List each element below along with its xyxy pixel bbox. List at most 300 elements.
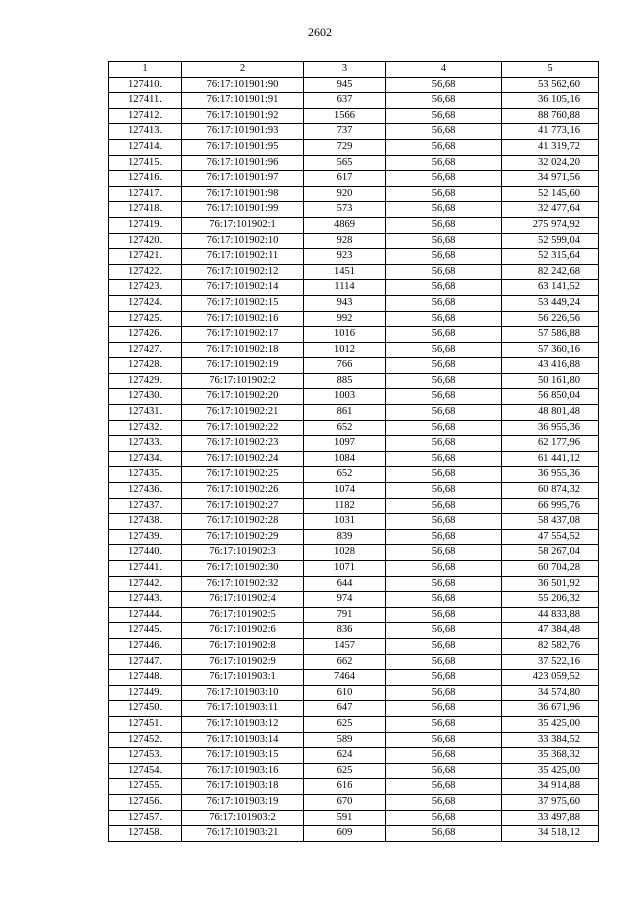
value-cell: 36 501,92 bbox=[502, 576, 599, 592]
table-body bbox=[109, 77, 599, 841]
table-row bbox=[109, 139, 599, 155]
rate-cell: 56,68 bbox=[386, 420, 502, 436]
cadastral-number-cell: 76:17:101902:25 bbox=[182, 467, 304, 483]
rate-cell: 56,68 bbox=[386, 701, 502, 717]
row-number-cell: 127457. bbox=[109, 810, 182, 826]
row-number-cell: 127422. bbox=[109, 264, 182, 280]
row-number-cell: 127444. bbox=[109, 607, 182, 623]
row-number-cell: 127450. bbox=[109, 701, 182, 717]
area-cell: 1071 bbox=[304, 561, 386, 577]
area-cell: 1182 bbox=[304, 498, 386, 514]
table-row bbox=[109, 529, 599, 545]
cadastral-number-cell: 76:17:101901:99 bbox=[182, 202, 304, 218]
rate-cell: 56,68 bbox=[386, 794, 502, 810]
area-cell: 974 bbox=[304, 592, 386, 608]
column-header: 2 bbox=[182, 62, 304, 78]
cadastral-number-cell: 76:17:101903:14 bbox=[182, 732, 304, 748]
row-number-cell: 127438. bbox=[109, 514, 182, 530]
cadastral-number-cell: 76:17:101901:92 bbox=[182, 108, 304, 124]
area-cell: 609 bbox=[304, 826, 386, 842]
row-number-cell: 127449. bbox=[109, 685, 182, 701]
row-number-cell: 127416. bbox=[109, 171, 182, 187]
value-cell: 58 437,08 bbox=[502, 514, 599, 530]
column-header: 1 bbox=[109, 62, 182, 78]
table-row bbox=[109, 171, 599, 187]
area-cell: 737 bbox=[304, 124, 386, 140]
value-cell: 36 955,36 bbox=[502, 420, 599, 436]
area-cell: 625 bbox=[304, 716, 386, 732]
area-cell: 791 bbox=[304, 607, 386, 623]
rate-cell: 56,68 bbox=[386, 732, 502, 748]
table-row bbox=[109, 389, 599, 405]
rate-cell: 56,68 bbox=[386, 436, 502, 452]
row-number-cell: 127453. bbox=[109, 748, 182, 764]
rate-cell: 56,68 bbox=[386, 108, 502, 124]
cadastral-number-cell: 76:17:101902:17 bbox=[182, 327, 304, 343]
table-header-row bbox=[109, 62, 599, 78]
area-cell: 945 bbox=[304, 77, 386, 93]
rate-cell: 56,68 bbox=[386, 716, 502, 732]
table-row bbox=[109, 483, 599, 499]
cadastral-number-cell: 76:17:101903:11 bbox=[182, 701, 304, 717]
value-cell: 35 425,00 bbox=[502, 763, 599, 779]
cadastral-number-cell: 76:17:101902:2 bbox=[182, 373, 304, 389]
row-number-cell: 127411. bbox=[109, 93, 182, 109]
area-cell: 766 bbox=[304, 358, 386, 374]
row-number-cell: 127430. bbox=[109, 389, 182, 405]
row-number-cell: 127417. bbox=[109, 186, 182, 202]
area-cell: 1028 bbox=[304, 545, 386, 561]
row-number-cell: 127431. bbox=[109, 405, 182, 421]
rate-cell: 56,68 bbox=[386, 685, 502, 701]
value-cell: 66 995,76 bbox=[502, 498, 599, 514]
table-row bbox=[109, 373, 599, 389]
cadastral-number-cell: 76:17:101902:12 bbox=[182, 264, 304, 280]
rate-cell: 56,68 bbox=[386, 561, 502, 577]
value-cell: 47 554,52 bbox=[502, 529, 599, 545]
row-number-cell: 127441. bbox=[109, 561, 182, 577]
cadastral-number-cell: 76:17:101903:19 bbox=[182, 794, 304, 810]
table-row bbox=[109, 794, 599, 810]
column-header: 5 bbox=[502, 62, 599, 78]
value-cell: 56 850,04 bbox=[502, 389, 599, 405]
row-number-cell: 127437. bbox=[109, 498, 182, 514]
value-cell: 41 319,72 bbox=[502, 139, 599, 155]
table-row bbox=[109, 358, 599, 374]
rate-cell: 56,68 bbox=[386, 217, 502, 233]
rate-cell: 56,68 bbox=[386, 77, 502, 93]
value-cell: 44 833,88 bbox=[502, 607, 599, 623]
row-number-cell: 127458. bbox=[109, 826, 182, 842]
cadastral-number-cell: 76:17:101902:20 bbox=[182, 389, 304, 405]
table-row bbox=[109, 233, 599, 249]
table-row bbox=[109, 327, 599, 343]
row-number-cell: 127427. bbox=[109, 342, 182, 358]
cadastral-number-cell: 76:17:101902:28 bbox=[182, 514, 304, 530]
rate-cell: 56,68 bbox=[386, 467, 502, 483]
rate-cell: 56,68 bbox=[386, 280, 502, 296]
rate-cell: 56,68 bbox=[386, 826, 502, 842]
row-number-cell: 127443. bbox=[109, 592, 182, 608]
rate-cell: 56,68 bbox=[386, 233, 502, 249]
cadastral-number-cell: 76:17:101902:24 bbox=[182, 451, 304, 467]
value-cell: 36 105,16 bbox=[502, 93, 599, 109]
value-cell: 34 518,12 bbox=[502, 826, 599, 842]
value-cell: 52 145,60 bbox=[502, 186, 599, 202]
rate-cell: 56,68 bbox=[386, 623, 502, 639]
value-cell: 34 914,88 bbox=[502, 779, 599, 795]
cadastral-number-cell: 76:17:101902:14 bbox=[182, 280, 304, 296]
cadastral-number-cell: 76:17:101902:26 bbox=[182, 483, 304, 499]
table-row bbox=[109, 826, 599, 842]
table-row bbox=[109, 155, 599, 171]
row-number-cell: 127442. bbox=[109, 576, 182, 592]
table-row bbox=[109, 654, 599, 670]
cadastral-number-cell: 76:17:101901:91 bbox=[182, 93, 304, 109]
table-row bbox=[109, 701, 599, 717]
row-number-cell: 127420. bbox=[109, 233, 182, 249]
area-cell: 1016 bbox=[304, 327, 386, 343]
row-number-cell: 127421. bbox=[109, 249, 182, 265]
area-cell: 662 bbox=[304, 654, 386, 670]
cadastral-number-cell: 76:17:101903:16 bbox=[182, 763, 304, 779]
column-header: 4 bbox=[386, 62, 502, 78]
table-row bbox=[109, 514, 599, 530]
cadastral-number-cell: 76:17:101903:12 bbox=[182, 716, 304, 732]
cadastral-number-cell: 76:17:101903:21 bbox=[182, 826, 304, 842]
cadastral-number-cell: 76:17:101902:23 bbox=[182, 436, 304, 452]
area-cell: 1114 bbox=[304, 280, 386, 296]
area-cell: 616 bbox=[304, 779, 386, 795]
area-cell: 836 bbox=[304, 623, 386, 639]
rate-cell: 56,68 bbox=[386, 592, 502, 608]
row-number-cell: 127436. bbox=[109, 483, 182, 499]
area-cell: 928 bbox=[304, 233, 386, 249]
cadastral-number-cell: 76:17:101901:96 bbox=[182, 155, 304, 171]
value-cell: 82 582,76 bbox=[502, 638, 599, 654]
cadastral-number-cell: 76:17:101903:1 bbox=[182, 670, 304, 686]
value-cell: 37 522,16 bbox=[502, 654, 599, 670]
rate-cell: 56,68 bbox=[386, 311, 502, 327]
table-row bbox=[109, 763, 599, 779]
rate-cell: 56,68 bbox=[386, 529, 502, 545]
table-row bbox=[109, 561, 599, 577]
value-cell: 62 177,96 bbox=[502, 436, 599, 452]
value-cell: 52 315,64 bbox=[502, 249, 599, 265]
area-cell: 943 bbox=[304, 295, 386, 311]
value-cell: 43 416,88 bbox=[502, 358, 599, 374]
row-number-cell: 127428. bbox=[109, 358, 182, 374]
value-cell: 58 267,04 bbox=[502, 545, 599, 561]
cadastral-number-cell: 76:17:101902:9 bbox=[182, 654, 304, 670]
value-cell: 56 226,56 bbox=[502, 311, 599, 327]
area-cell: 610 bbox=[304, 685, 386, 701]
row-number-cell: 127410. bbox=[109, 77, 182, 93]
area-cell: 591 bbox=[304, 810, 386, 826]
cadastral-number-cell: 76:17:101901:95 bbox=[182, 139, 304, 155]
value-cell: 48 801,48 bbox=[502, 405, 599, 421]
cadastral-number-cell: 76:17:101902:30 bbox=[182, 561, 304, 577]
row-number-cell: 127440. bbox=[109, 545, 182, 561]
table-row bbox=[109, 498, 599, 514]
rate-cell: 56,68 bbox=[386, 93, 502, 109]
table-row bbox=[109, 405, 599, 421]
table-row bbox=[109, 576, 599, 592]
cadastral-number-cell: 76:17:101902:22 bbox=[182, 420, 304, 436]
table-row bbox=[109, 467, 599, 483]
area-cell: 644 bbox=[304, 576, 386, 592]
rate-cell: 56,68 bbox=[386, 139, 502, 155]
area-cell: 617 bbox=[304, 171, 386, 187]
rate-cell: 56,68 bbox=[386, 763, 502, 779]
value-cell: 52 599,04 bbox=[502, 233, 599, 249]
cadastral-number-cell: 76:17:101901:93 bbox=[182, 124, 304, 140]
area-cell: 1003 bbox=[304, 389, 386, 405]
cadastral-value-table bbox=[108, 61, 599, 842]
row-number-cell: 127454. bbox=[109, 763, 182, 779]
area-cell: 861 bbox=[304, 405, 386, 421]
row-number-cell: 127423. bbox=[109, 280, 182, 296]
rate-cell: 56,68 bbox=[386, 155, 502, 171]
table-row bbox=[109, 732, 599, 748]
value-cell: 41 773,16 bbox=[502, 124, 599, 140]
rate-cell: 56,68 bbox=[386, 171, 502, 187]
cadastral-number-cell: 76:17:101901:90 bbox=[182, 77, 304, 93]
table-row bbox=[109, 607, 599, 623]
cadastral-number-cell: 76:17:101902:8 bbox=[182, 638, 304, 654]
cadastral-number-cell: 76:17:101902:18 bbox=[182, 342, 304, 358]
rate-cell: 56,68 bbox=[386, 389, 502, 405]
area-cell: 729 bbox=[304, 139, 386, 155]
area-cell: 647 bbox=[304, 701, 386, 717]
table-row bbox=[109, 685, 599, 701]
area-cell: 920 bbox=[304, 186, 386, 202]
row-number-cell: 127435. bbox=[109, 467, 182, 483]
table-row bbox=[109, 810, 599, 826]
row-number-cell: 127414. bbox=[109, 139, 182, 155]
rate-cell: 56,68 bbox=[386, 124, 502, 140]
area-cell: 1566 bbox=[304, 108, 386, 124]
value-cell: 57 360,16 bbox=[502, 342, 599, 358]
table-row bbox=[109, 93, 599, 109]
table-row bbox=[109, 202, 599, 218]
row-number-cell: 127432. bbox=[109, 420, 182, 436]
cadastral-number-cell: 76:17:101902:6 bbox=[182, 623, 304, 639]
rate-cell: 56,68 bbox=[386, 373, 502, 389]
area-cell: 1012 bbox=[304, 342, 386, 358]
value-cell: 53 449,24 bbox=[502, 295, 599, 311]
value-cell: 34 971,56 bbox=[502, 171, 599, 187]
cadastral-number-cell: 76:17:101902:10 bbox=[182, 233, 304, 249]
value-cell: 32 024,20 bbox=[502, 155, 599, 171]
rate-cell: 56,68 bbox=[386, 514, 502, 530]
rate-cell: 56,68 bbox=[386, 607, 502, 623]
row-number-cell: 127425. bbox=[109, 311, 182, 327]
value-cell: 36 671,96 bbox=[502, 701, 599, 717]
rate-cell: 56,68 bbox=[386, 545, 502, 561]
area-cell: 1451 bbox=[304, 264, 386, 280]
row-number-cell: 127415. bbox=[109, 155, 182, 171]
row-number-cell: 127456. bbox=[109, 794, 182, 810]
row-number-cell: 127451. bbox=[109, 716, 182, 732]
table-row bbox=[109, 342, 599, 358]
rate-cell: 56,68 bbox=[386, 295, 502, 311]
area-cell: 652 bbox=[304, 420, 386, 436]
table-row bbox=[109, 295, 599, 311]
area-cell: 624 bbox=[304, 748, 386, 764]
value-cell: 34 574,80 bbox=[502, 685, 599, 701]
area-cell: 1457 bbox=[304, 638, 386, 654]
table-row bbox=[109, 451, 599, 467]
value-cell: 33 497,88 bbox=[502, 810, 599, 826]
area-cell: 839 bbox=[304, 529, 386, 545]
rate-cell: 56,68 bbox=[386, 779, 502, 795]
value-cell: 275 974,92 bbox=[502, 217, 599, 233]
area-cell: 992 bbox=[304, 311, 386, 327]
rate-cell: 56,68 bbox=[386, 670, 502, 686]
rate-cell: 56,68 bbox=[386, 576, 502, 592]
page-number: 2602 bbox=[308, 25, 332, 39]
value-cell: 82 242,68 bbox=[502, 264, 599, 280]
area-cell: 670 bbox=[304, 794, 386, 810]
value-cell: 50 161,80 bbox=[502, 373, 599, 389]
rate-cell: 56,68 bbox=[386, 186, 502, 202]
table-row bbox=[109, 670, 599, 686]
table-row bbox=[109, 779, 599, 795]
row-number-cell: 127455. bbox=[109, 779, 182, 795]
row-number-cell: 127439. bbox=[109, 529, 182, 545]
table-row bbox=[109, 186, 599, 202]
rate-cell: 56,68 bbox=[386, 654, 502, 670]
table-row bbox=[109, 592, 599, 608]
cadastral-number-cell: 76:17:101903:2 bbox=[182, 810, 304, 826]
rate-cell: 56,68 bbox=[386, 638, 502, 654]
table-row bbox=[109, 545, 599, 561]
area-cell: 573 bbox=[304, 202, 386, 218]
rate-cell: 56,68 bbox=[386, 249, 502, 265]
table-row bbox=[109, 77, 599, 93]
rate-cell: 56,68 bbox=[386, 405, 502, 421]
cadastral-number-cell: 76:17:101902:27 bbox=[182, 498, 304, 514]
area-cell: 1084 bbox=[304, 451, 386, 467]
table-row bbox=[109, 280, 599, 296]
value-cell: 35 368,32 bbox=[502, 748, 599, 764]
value-cell: 53 562,60 bbox=[502, 77, 599, 93]
area-cell: 923 bbox=[304, 249, 386, 265]
cadastral-number-cell: 76:17:101902:1 bbox=[182, 217, 304, 233]
table-row bbox=[109, 436, 599, 452]
area-cell: 4869 bbox=[304, 217, 386, 233]
cadastral-number-cell: 76:17:101902:5 bbox=[182, 607, 304, 623]
value-cell: 33 384,52 bbox=[502, 732, 599, 748]
value-cell: 60 874,32 bbox=[502, 483, 599, 499]
table-row bbox=[109, 217, 599, 233]
table-row bbox=[109, 623, 599, 639]
row-number-cell: 127413. bbox=[109, 124, 182, 140]
row-number-cell: 127424. bbox=[109, 295, 182, 311]
rate-cell: 56,68 bbox=[386, 358, 502, 374]
cadastral-number-cell: 76:17:101902:16 bbox=[182, 311, 304, 327]
area-cell: 565 bbox=[304, 155, 386, 171]
area-cell: 589 bbox=[304, 732, 386, 748]
area-cell: 1097 bbox=[304, 436, 386, 452]
cadastral-number-cell: 76:17:101903:18 bbox=[182, 779, 304, 795]
table-row bbox=[109, 264, 599, 280]
row-number-cell: 127445. bbox=[109, 623, 182, 639]
area-cell: 625 bbox=[304, 763, 386, 779]
table-row bbox=[109, 638, 599, 654]
row-number-cell: 127419. bbox=[109, 217, 182, 233]
area-cell: 1074 bbox=[304, 483, 386, 499]
value-cell: 60 704,28 bbox=[502, 561, 599, 577]
value-cell: 63 141,52 bbox=[502, 280, 599, 296]
value-cell: 55 206,32 bbox=[502, 592, 599, 608]
cadastral-number-cell: 76:17:101901:97 bbox=[182, 171, 304, 187]
table-row bbox=[109, 108, 599, 124]
value-cell: 423 059,52 bbox=[502, 670, 599, 686]
cadastral-number-cell: 76:17:101903:10 bbox=[182, 685, 304, 701]
rate-cell: 56,68 bbox=[386, 498, 502, 514]
row-number-cell: 127448. bbox=[109, 670, 182, 686]
row-number-cell: 127426. bbox=[109, 327, 182, 343]
rate-cell: 56,68 bbox=[386, 327, 502, 343]
rate-cell: 56,68 bbox=[386, 202, 502, 218]
row-number-cell: 127412. bbox=[109, 108, 182, 124]
row-number-cell: 127418. bbox=[109, 202, 182, 218]
cadastral-number-cell: 76:17:101902:29 bbox=[182, 529, 304, 545]
cadastral-number-cell: 76:17:101901:98 bbox=[182, 186, 304, 202]
rate-cell: 56,68 bbox=[386, 451, 502, 467]
rate-cell: 56,68 bbox=[386, 342, 502, 358]
rate-cell: 56,68 bbox=[386, 264, 502, 280]
cadastral-number-cell: 76:17:101902:15 bbox=[182, 295, 304, 311]
table-row bbox=[109, 124, 599, 140]
table-row bbox=[109, 716, 599, 732]
value-cell: 47 384,48 bbox=[502, 623, 599, 639]
area-cell: 637 bbox=[304, 93, 386, 109]
area-cell: 7464 bbox=[304, 670, 386, 686]
value-cell: 35 425,00 bbox=[502, 716, 599, 732]
value-cell: 57 586,88 bbox=[502, 327, 599, 343]
cadastral-number-cell: 76:17:101902:21 bbox=[182, 405, 304, 421]
value-cell: 36 955,36 bbox=[502, 467, 599, 483]
rate-cell: 56,68 bbox=[386, 483, 502, 499]
row-number-cell: 127433. bbox=[109, 436, 182, 452]
row-number-cell: 127452. bbox=[109, 732, 182, 748]
value-cell: 32 477,64 bbox=[502, 202, 599, 218]
area-cell: 1031 bbox=[304, 514, 386, 530]
column-header: 3 bbox=[304, 62, 386, 78]
cadastral-number-cell: 76:17:101903:15 bbox=[182, 748, 304, 764]
table-row bbox=[109, 311, 599, 327]
table-row bbox=[109, 748, 599, 764]
rate-cell: 56,68 bbox=[386, 810, 502, 826]
area-cell: 652 bbox=[304, 467, 386, 483]
rate-cell: 56,68 bbox=[386, 748, 502, 764]
cadastral-number-cell: 76:17:101902:32 bbox=[182, 576, 304, 592]
table-row bbox=[109, 420, 599, 436]
cadastral-number-cell: 76:17:101902:11 bbox=[182, 249, 304, 265]
area-cell: 885 bbox=[304, 373, 386, 389]
row-number-cell: 127434. bbox=[109, 451, 182, 467]
value-cell: 61 441,12 bbox=[502, 451, 599, 467]
cadastral-number-cell: 76:17:101902:4 bbox=[182, 592, 304, 608]
value-cell: 37 975,60 bbox=[502, 794, 599, 810]
table-row bbox=[109, 249, 599, 265]
row-number-cell: 127429. bbox=[109, 373, 182, 389]
cadastral-number-cell: 76:17:101902:3 bbox=[182, 545, 304, 561]
row-number-cell: 127447. bbox=[109, 654, 182, 670]
